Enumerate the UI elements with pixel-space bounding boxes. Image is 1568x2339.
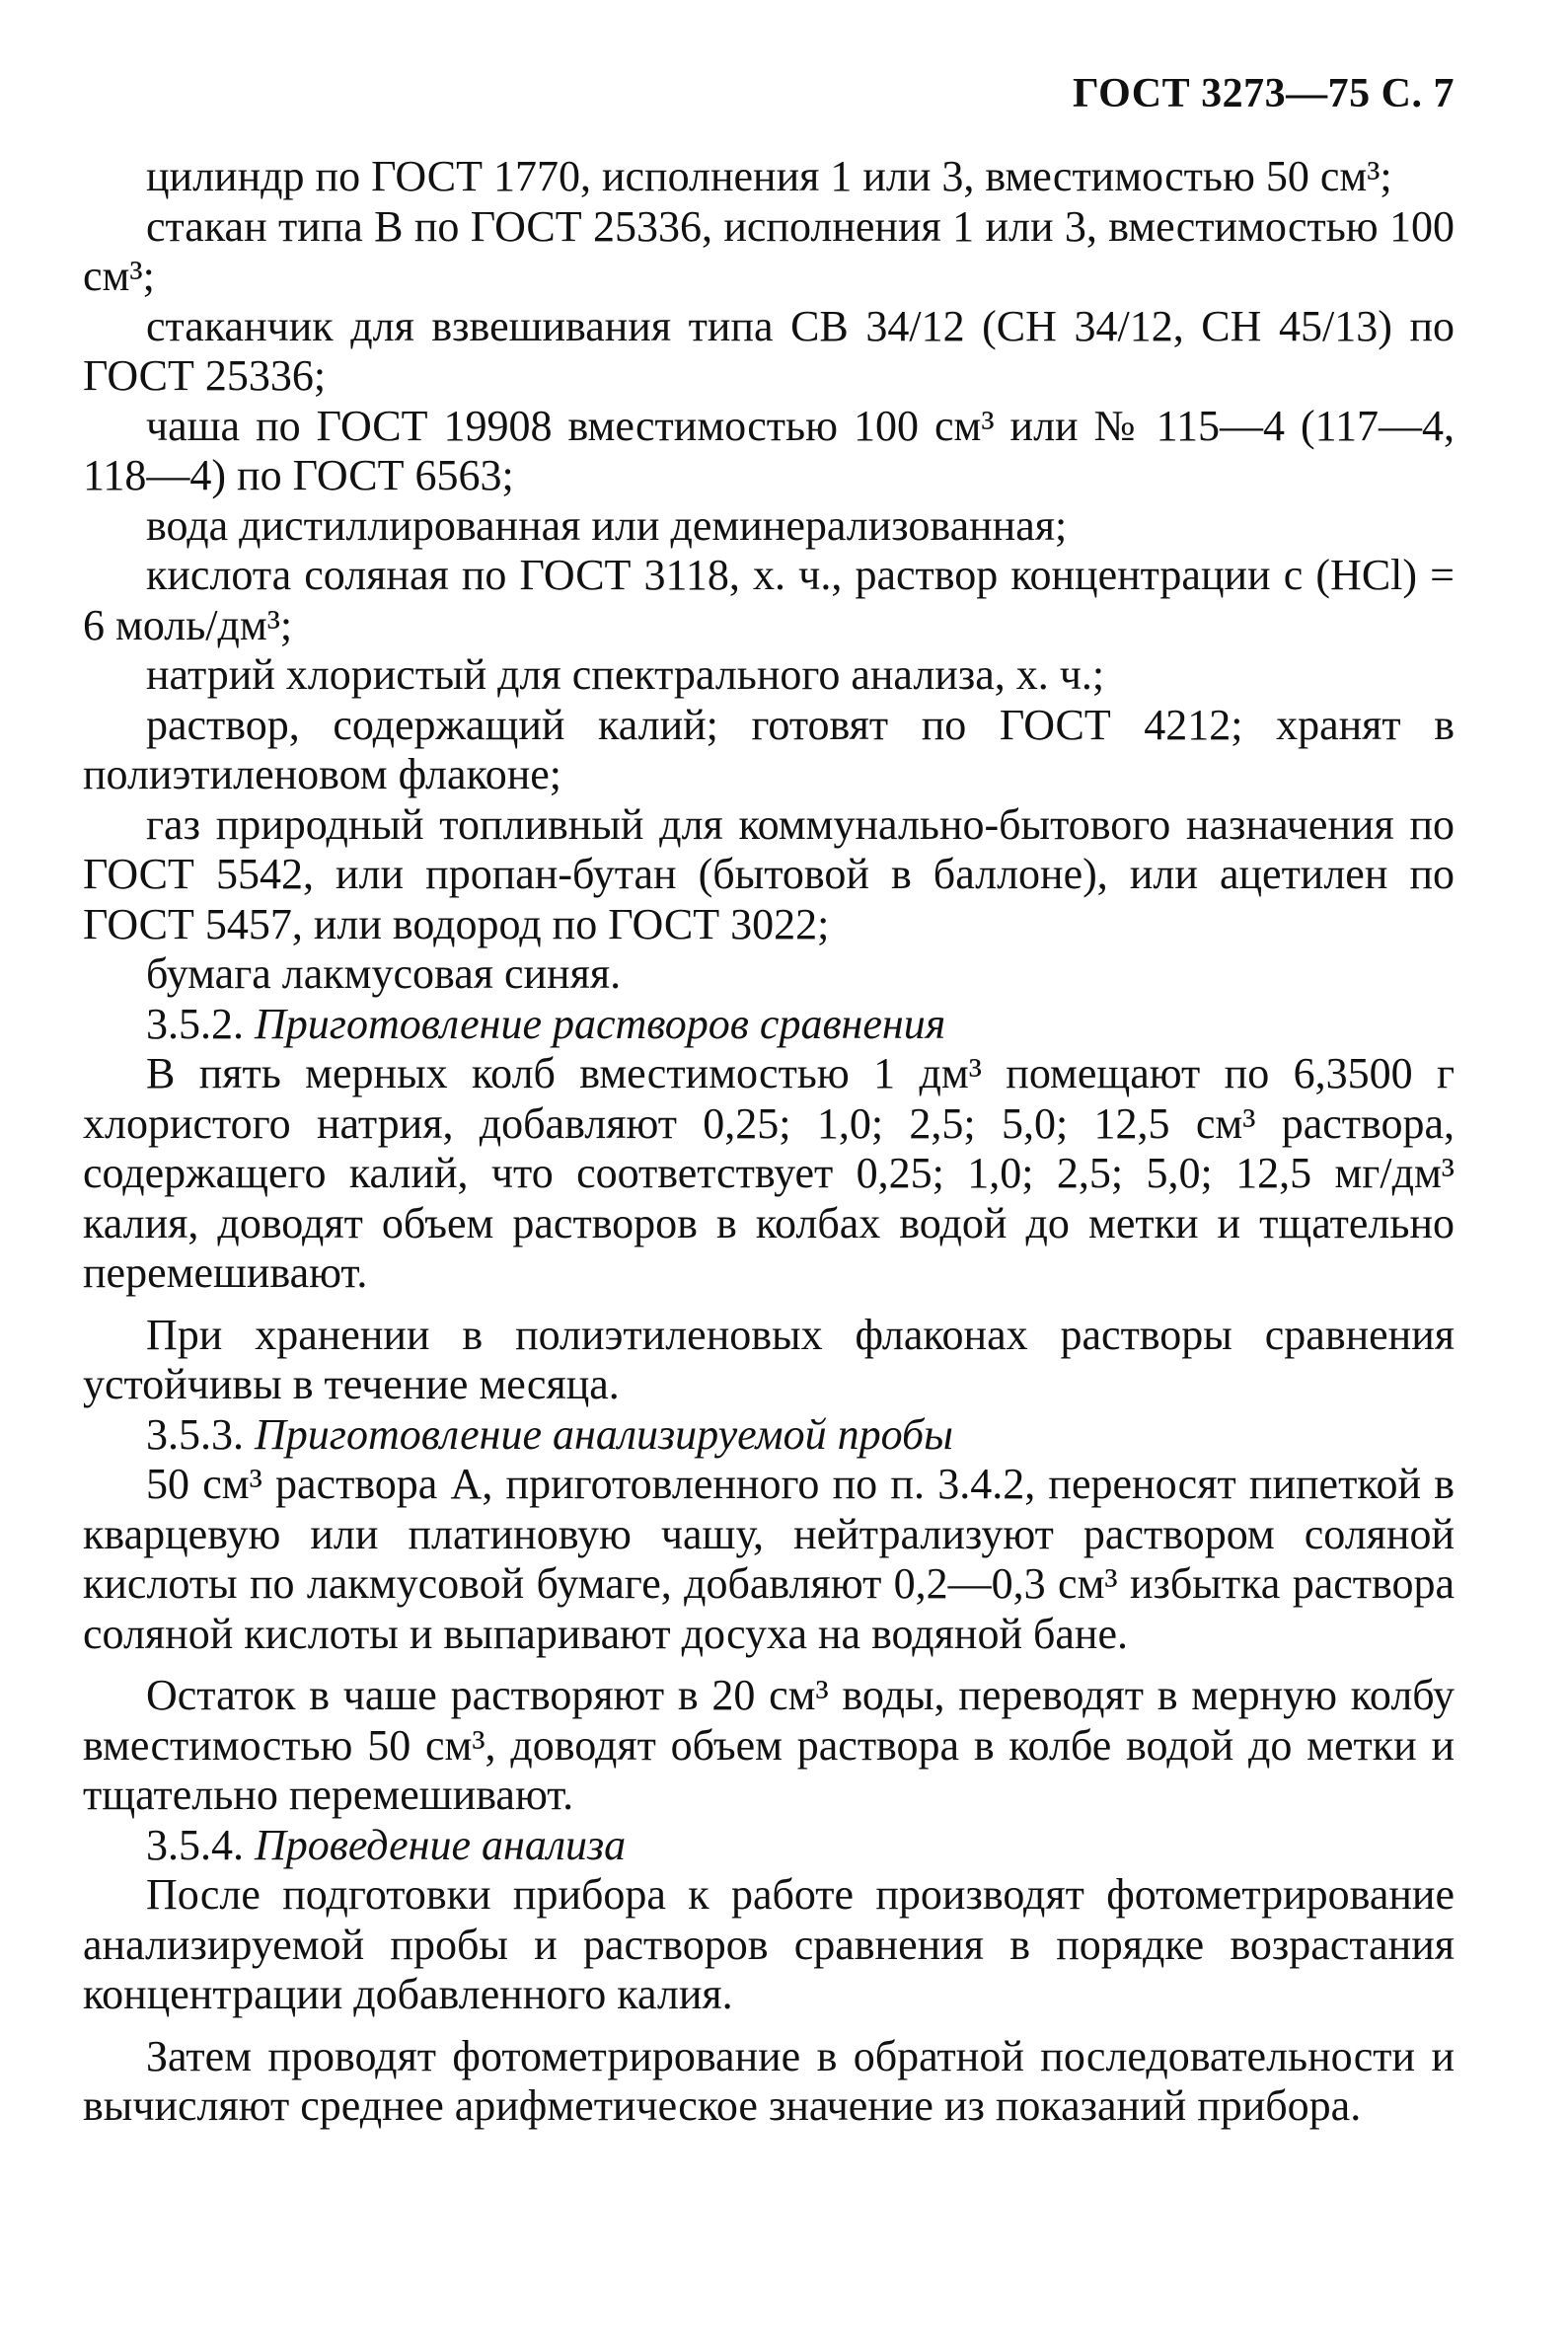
list-item: цилиндр по ГОСТ 1770, исполнения 1 или 3, вместимостью 50 см³; <box>146 152 1392 200</box>
paragraph: После подготовки прибора к работе производят фотометрирование анализируемой пробы и растворов сравнения в порядке возрастания концентрации добавленного калия. <box>83 1870 1455 2018</box>
section-heading-352 <box>83 1000 1455 1050</box>
paragraph: 50 см³ раствора А, приготовленного по п. 3.4.2, переносят пипеткой в кварцевую или платиновую чашу, нейтрализуют раствором соляной кислоты по лакмусовой бумаге, добавляют 0,2—0,3 см³ избытка раствора соляной кислоты и выпаривают досуха на водяной бане. <box>83 1460 1455 1658</box>
list-item: стакан типа В по ГОСТ 25336, исполнения 1 или 3, вместимостью 100 см³; <box>83 201 1455 300</box>
paragraph: Затем проводят фотометрирование в обратной последовательности и вычисляют среднее арифметическое значение из показаний прибора. <box>83 2031 1455 2130</box>
list-item: бумага лакмусовая синяя. <box>146 949 622 998</box>
document-page <box>83 69 1455 2132</box>
section-heading-354 <box>83 1821 1455 1871</box>
paragraph: При хранении в полиэтиленовых флаконах растворы сравнения устойчивы в течение месяца. <box>83 1310 1455 1408</box>
paragraph: Остаток в чаше растворяют в 20 см³ воды, переводят в мерную колбу вместимостью 50 см³, доводят объем раствора в колбе водой до метки и тщательно перемешивают. <box>83 1671 1455 1819</box>
section-title: Проведение анализа <box>255 1820 627 1869</box>
paragraph: В пять мерных колб вместимостью 1 дм³ помещают по 6,3500 г хлористого натрия, добавляют 0,25; 1,0; 2,5; 5,0; 12,5 см³ раствора, содержащего калий, что соответствует 0,25; 1,0; 2,5; 5,0; 12,5 мг/дм³ калия, доводят объем растворов в колбах водой до метки и тщательно перемешивают. <box>83 1049 1455 1297</box>
section-heading-353 <box>83 1410 1455 1461</box>
running-header: ГОСТ 3273—75 С. 7 <box>1072 71 1455 116</box>
section-number: 3.5.2. <box>146 999 244 1048</box>
list-item: кислота соляная по ГОСТ 3118, х. ч., раствор концентрации с (HCl) = 6 моль/дм³; <box>83 551 1455 649</box>
list-item: газ природный топливный для коммунально-бытового назначения по ГОСТ 5542, или пропан-бутан (бытовой в баллоне), или ацетилен по ГОСТ 5457, или водород по ГОСТ 3022; <box>83 799 1455 948</box>
list-item: натрий хлористый для спектрального анализа, х. ч.; <box>146 650 1105 699</box>
list-item: стаканчик для взвешивания типа СВ 34/12 (СН 34/12, СН 45/13) по ГОСТ 25336; <box>83 301 1455 400</box>
section-number: 3.5.3. <box>146 1409 244 1459</box>
list-item: вода дистиллированная или деминерализованная; <box>146 500 1068 550</box>
list-item: раствор, содержащий калий; готовят по ГОСТ 4212; хранят в полиэтиленовом флаконе; <box>83 700 1455 798</box>
section-title: Приготовление анализируемой пробы <box>255 1409 953 1459</box>
section-title: Приготовление растворов сравнения <box>255 999 946 1048</box>
document-body <box>83 152 1455 2132</box>
section-number: 3.5.4. <box>146 1820 244 1869</box>
list-item: чаша по ГОСТ 19908 вместимостью 100 см³ или № 115—4 (117—4, 118—4) по ГОСТ 6563; <box>83 401 1455 499</box>
